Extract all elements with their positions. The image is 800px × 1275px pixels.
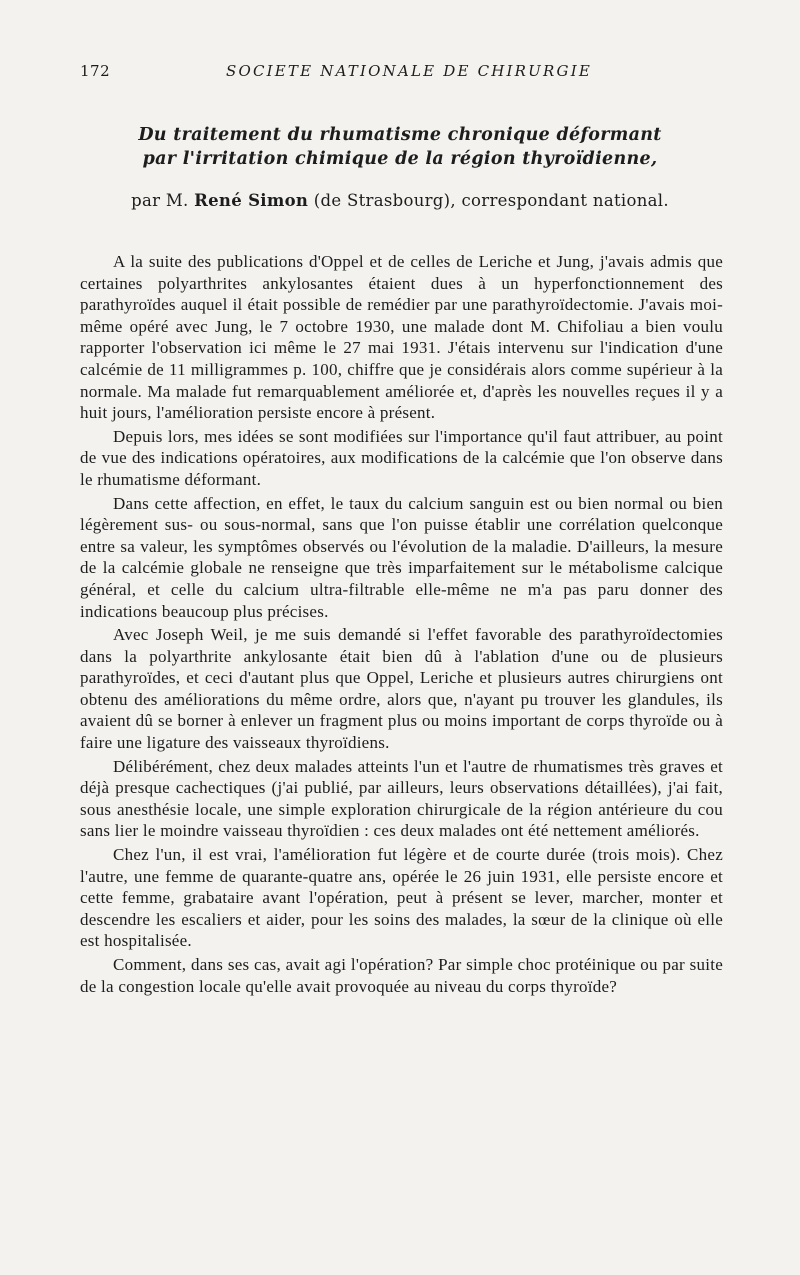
byline-suffix: (de Strasbourg), correspondant national. — [308, 191, 669, 210]
journal-name: SOCIETE NATIONALE DE CHIRURGIE — [226, 62, 592, 80]
paragraph: Comment, dans ses cas, avait agi l'opération? Par simple choc protéinique ou par suite de la congestion locale qu'elle avait provoquée au niveau du corps thyroïde? — [80, 955, 723, 996]
paragraph: A la suite des publications d'Oppel et de celles de Leriche et Jung, j'avais admis que certaines polyarthrites ankylosantes étaient dues à un hyperfonctionnement des parathyroïdes auquel il était possible de remédier par une parathyroïdectomie. J'avais moi-même opéré avec Jung, le 7 octobre 1930, une malade dont M. Chifoliau a bien voulu rapporter l'observation ici même le 27 mai 1931. J'étais intervenu sur l'indication d'une calcémie de 11 milligrammes p. 100, chiffre que je considérais alors comme supérieur à la normale. Ma malade fut remarquablement améliorée et, d'après les nouvelles reçues il y a huit jours, l'amélioration persiste encore à présent. — [80, 252, 723, 423]
page-number: 172 — [80, 62, 111, 80]
article-title-line-1: Du traitement du rhumatisme chronique déformant — [138, 125, 662, 145]
byline-prefix: par M. — [131, 191, 195, 210]
paragraph: Avec Joseph Weil, je me suis demandé si l'effet favorable des parathyroïdectomies dans la polyarthrite ankylosante était bien dû à l'ablation d'une ou de plusieurs parathyroïdes, et ceci d'autant plus que Oppel, Leriche et plusieurs autres chirurgiens ont obtenu des améliorations du même ordre, alors que, n'ayant pu trouver les glandules, ils avaient dû se borner à enlever un fragment plus ou moins important de corps thyroïde ou à faire une ligature des vaisseaux thyroïdiens. — [80, 625, 723, 753]
paragraph: Depuis lors, mes idées se sont modifiées sur l'importance qu'il faut attribuer, au point de vue des indications opératoires, aux modifications de la calcémie que l'on observe dans le rhumatisme déformant. — [80, 426, 723, 489]
author-name: René Simon — [194, 191, 309, 210]
byline — [80, 191, 720, 210]
article-title — [80, 123, 720, 171]
paragraph: Dans cette affection, en effet, le taux du calcium sanguin est ou bien normal ou bien légèrement sus- ou sous-normal, sans que l'on puisse établir une corrélation quelconque entre sa valeur, les symptômes observés ou l'évolution de la maladie. D'ailleurs, la mesure de la calcémie globale ne renseigne que très imparfaitement sur le métabolisme calcique général, et celle du calcium ultra-filtrable elle-même ne m'a pas paru donner des indications beaucoup plus précises. — [80, 493, 723, 621]
running-header — [80, 62, 720, 86]
paragraph: Chez l'un, il est vrai, l'amélioration fut légère et de courte durée (trois mois). Chez l'autre, une femme de quarante-quatre ans, opérée le 26 juin 1931, elle persiste encore et cette femme, grabataire avant l'opération, peut à présent se lever, marcher, monter et descendre les escaliers et aider, pour les soins des malades, la sœur de la clinique où elle est hospitalisée. — [80, 845, 723, 951]
article-body — [80, 251, 723, 997]
article-title-line-2: par l'irritation chimique de la région thyroïdienne, — [142, 149, 658, 169]
paragraph: Délibérément, chez deux malades atteints l'un et l'autre de rhumatismes très graves et déjà presque cachectiques (j'ai publié, par ailleurs, leurs observations détaillées), j'ai fait, sous anesthésie locale, une simple exploration chirurgicale de la région antérieure du cou sans lier le moindre vaisseau thyroïdien : ces deux malades ont été nettement améliorés. — [80, 756, 723, 841]
